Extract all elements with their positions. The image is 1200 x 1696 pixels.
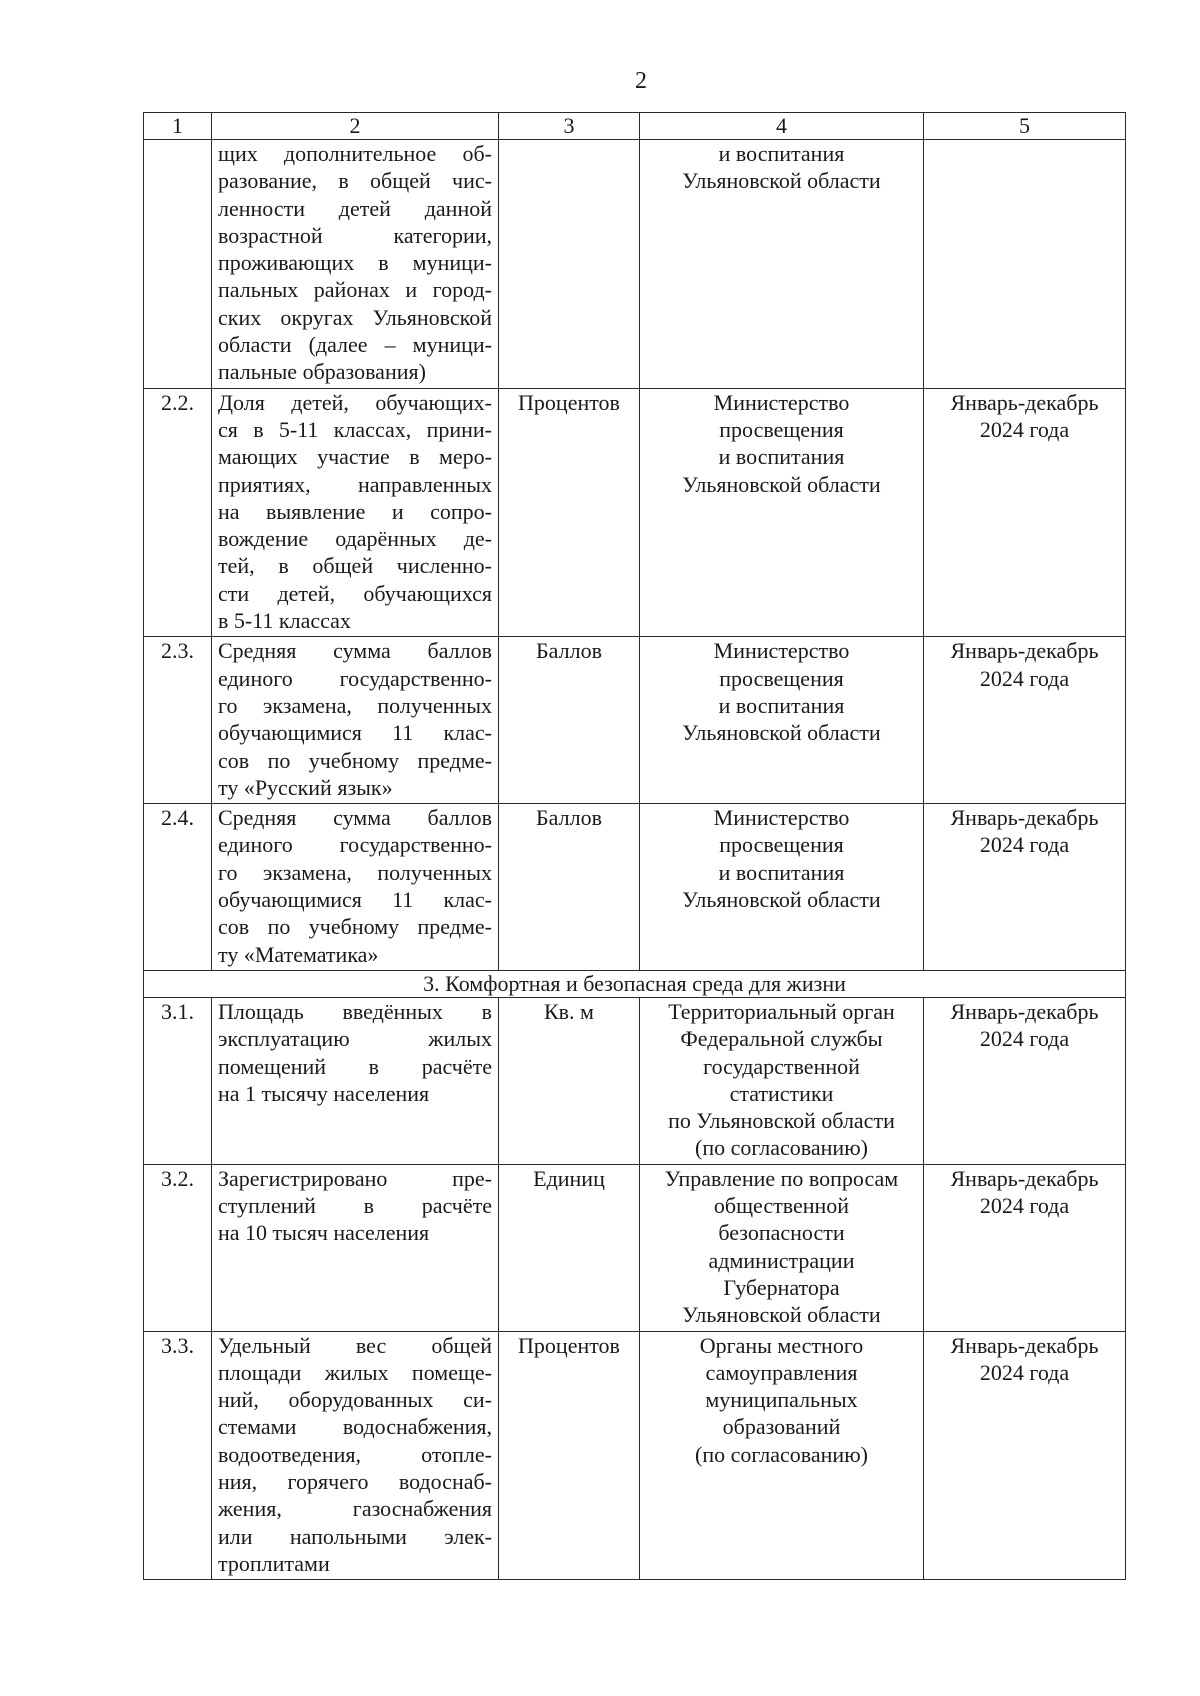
text-line: просвещения <box>719 665 844 691</box>
text-line: щих дополнительное об- <box>218 141 492 166</box>
text-line: на 1 тысячу населения <box>218 1080 430 1106</box>
text-line: водоотведения, отопле- <box>218 1441 492 1467</box>
row-number: 2.3. <box>144 637 212 804</box>
text-line: 2024 года <box>979 832 1070 858</box>
text-line: пальных районах и город- <box>218 277 492 303</box>
text-line: ту «Математика» <box>218 941 379 967</box>
text-line: Ульяновской области <box>682 887 881 913</box>
text-line: Январь-декабрь <box>950 998 1099 1024</box>
text-line: обучающимися 11 клас- <box>218 887 492 913</box>
text-line: Ульяновской области <box>682 720 881 746</box>
period-cell <box>924 1164 1126 1331</box>
text-line: и воспитания <box>718 444 845 470</box>
text-line: ступлений в расчёте <box>218 1193 492 1219</box>
text-line: разование, в общей чис- <box>218 168 492 194</box>
text-line: Площадь введённых в <box>218 998 492 1024</box>
text-line: Январь-декабрь <box>950 805 1099 831</box>
text-line: Январь-декабрь <box>950 389 1099 415</box>
header-cell-3: 3 <box>499 113 640 140</box>
indicator-cell <box>212 997 499 1164</box>
table-header-row <box>144 113 1126 140</box>
text-line: просвещения <box>719 832 844 858</box>
text-line: и воспитания <box>718 141 845 166</box>
text-line: го экзамена, полученных <box>218 692 492 718</box>
text-line: Министерство <box>713 805 850 831</box>
table-row <box>144 388 1126 637</box>
text-line: го экзамена, полученных <box>218 859 492 885</box>
text-line: (по согласованию) <box>695 1441 868 1467</box>
text-line: единого государственно- <box>218 832 492 858</box>
text-line: государственной <box>703 1053 860 1079</box>
unit-cell: Баллов <box>499 637 640 804</box>
text-line: сти детей, обучающихся <box>218 580 492 606</box>
text-line: и воспитания <box>718 692 845 718</box>
text-line: Средняя сумма баллов <box>218 805 492 831</box>
text-line: общественной <box>713 1193 850 1219</box>
indicator-cell <box>212 1164 499 1331</box>
indicator-cell <box>212 637 499 804</box>
text-line: площади жилых помеще- <box>218 1359 492 1385</box>
text-line: мающих участие в меро- <box>218 444 492 470</box>
row-number <box>144 140 212 389</box>
indicator-cell <box>212 140 499 389</box>
text-line: на 10 тысяч населения <box>218 1220 430 1246</box>
text-line: Январь-декабрь <box>950 638 1099 664</box>
text-line: помещений в расчёте <box>218 1053 492 1079</box>
text-line: (по согласованию) <box>695 1135 868 1161</box>
text-line: стемами водоснабжения, <box>218 1414 492 1440</box>
text-line: самоуправления <box>705 1359 858 1385</box>
table-row <box>144 997 1126 1164</box>
text-line: тей, в общей численно- <box>218 553 492 579</box>
text-line: ских округах Ульяновской <box>218 304 492 330</box>
text-line: обучающимися 11 клас- <box>218 720 492 746</box>
text-line: или напольными элек- <box>218 1523 492 1549</box>
responsible-org-cell <box>640 388 924 637</box>
indicator-cell <box>212 388 499 637</box>
text-line: Территориальный орган <box>668 998 895 1024</box>
responsible-org-cell <box>640 1164 924 1331</box>
text-line: пальные образования) <box>218 359 426 385</box>
period-cell <box>924 997 1126 1164</box>
responsible-org-cell <box>640 997 924 1164</box>
text-line: сов по учебному предме- <box>218 747 492 773</box>
text-line: области (далее – муници- <box>218 332 492 358</box>
row-number: 3.2. <box>144 1164 212 1331</box>
text-line: 2024 года <box>979 665 1070 691</box>
text-line: Ульяновской области <box>682 471 881 497</box>
text-line: администрации <box>708 1247 855 1273</box>
text-line: Управление по вопросам <box>664 1165 899 1191</box>
text-line: Зарегистрировано пре- <box>218 1165 492 1191</box>
header-cell-4: 4 <box>640 113 924 140</box>
table-row <box>144 637 1126 804</box>
header-cell-1: 1 <box>144 113 212 140</box>
text-line: ния, горячего водоснаб- <box>218 1469 492 1495</box>
period-cell <box>924 804 1126 971</box>
text-line: Министерство <box>713 638 850 664</box>
text-line: эксплуатацию жилых <box>218 1026 492 1052</box>
period-cell <box>924 140 1126 389</box>
unit-cell: Процентов <box>499 388 640 637</box>
text-line: статистики <box>729 1080 834 1106</box>
period-cell <box>924 637 1126 804</box>
text-line: проживающих в муници- <box>218 250 492 276</box>
row-number: 3.1. <box>144 997 212 1164</box>
text-line: Органы местного <box>699 1332 864 1358</box>
text-line: 2024 года <box>979 1193 1070 1219</box>
page-number: 2 <box>635 68 647 94</box>
text-line: Удельный вес общей <box>218 1332 492 1358</box>
indicators-table <box>143 112 1126 1580</box>
text-line: просвещения <box>719 416 844 442</box>
text-line: Федеральной службы <box>680 1026 883 1052</box>
row-number: 2.2. <box>144 388 212 637</box>
table-row <box>144 804 1126 971</box>
text-line: Ульяновской области <box>682 1302 881 1328</box>
indicator-cell <box>212 1331 499 1580</box>
table-row <box>144 1164 1126 1331</box>
header-cell-5: 5 <box>924 113 1126 140</box>
text-line: троплитами <box>218 1550 330 1576</box>
text-line: Губернатора <box>723 1274 840 1300</box>
text-line: 2024 года <box>979 1359 1070 1385</box>
responsible-org-cell <box>640 637 924 804</box>
unit-cell: Кв. м <box>499 997 640 1164</box>
text-line: 2024 года <box>979 1026 1070 1052</box>
text-line: Январь-декабрь <box>950 1165 1099 1191</box>
responsible-org-cell <box>640 1331 924 1580</box>
period-cell <box>924 388 1126 637</box>
text-line: Ульяновской области <box>682 168 881 194</box>
text-line: Январь-декабрь <box>950 1332 1099 1358</box>
period-cell <box>924 1331 1126 1580</box>
indicator-cell <box>212 804 499 971</box>
row-number: 3.3. <box>144 1331 212 1580</box>
table-row <box>144 1331 1126 1580</box>
table-row-continuation <box>144 140 1126 389</box>
responsible-org-cell <box>640 804 924 971</box>
text-line: безопасности <box>718 1220 845 1246</box>
text-line: Средняя сумма баллов <box>218 638 492 664</box>
text-line: вождение одарённых де- <box>218 526 492 552</box>
text-line: ленности детей данной <box>218 195 492 221</box>
text-line: по Ульяновской области <box>668 1108 895 1134</box>
text-line: 2024 года <box>979 416 1070 442</box>
text-line: ту «Русский язык» <box>218 774 393 800</box>
unit-cell: Процентов <box>499 1331 640 1580</box>
text-line: муниципальных <box>705 1387 858 1413</box>
text-line: единого государственно- <box>218 665 492 691</box>
section-row <box>144 970 1126 997</box>
text-line: приятиях, направленных <box>218 471 492 497</box>
unit-cell: Баллов <box>499 804 640 971</box>
unit-cell: Единиц <box>499 1164 640 1331</box>
text-line: образований <box>722 1414 841 1440</box>
text-line: на выявление и сопро- <box>218 498 492 524</box>
text-line: возрастной категории, <box>218 222 492 248</box>
header-cell-2: 2 <box>212 113 499 140</box>
row-number: 2.4. <box>144 804 212 971</box>
responsible-org-cell <box>640 140 924 389</box>
text-line: Министерство <box>713 389 850 415</box>
text-line: и воспитания <box>718 859 845 885</box>
text-line: ний, оборудованных си- <box>218 1387 492 1413</box>
text-line: ся в 5-11 классах, прини- <box>218 416 492 442</box>
text-line: сов по учебному предме- <box>218 914 492 940</box>
section-title: 3. Комфортная и безопасная среда для жизни <box>144 970 1126 997</box>
unit-cell <box>499 140 640 389</box>
text-line: жения, газоснабжения <box>218 1496 492 1522</box>
text-line: Доля детей, обучающих- <box>218 389 492 415</box>
text-line: в 5-11 классах <box>218 608 351 634</box>
